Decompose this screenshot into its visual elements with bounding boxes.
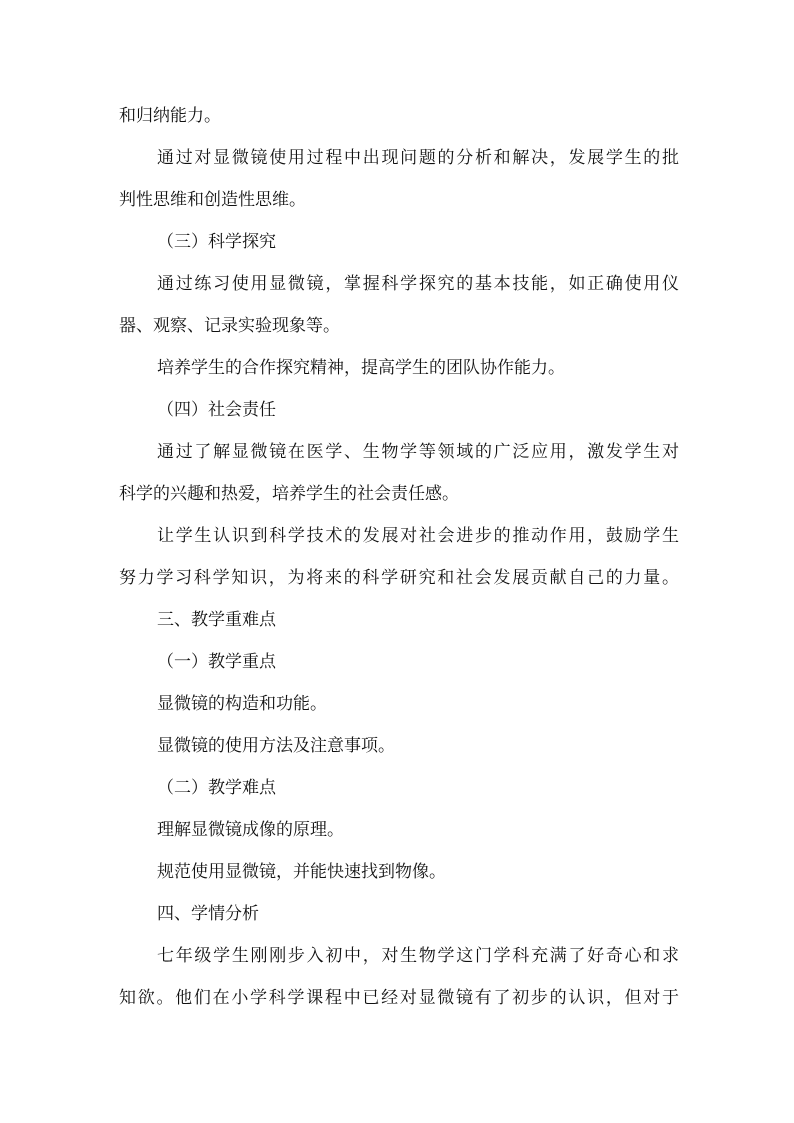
- list-item-usage: 显微镜的使用方法及注意事项。: [157, 736, 395, 756]
- list-item-imaging-principle: 理解显微镜成像的原理。: [157, 820, 344, 840]
- section-heading-key-difficulties: 三、教学重难点: [157, 610, 276, 630]
- paragraph-science-progress: 让学生认识到科学技术的发展对社会进步的推动作用，鼓励学生: [157, 526, 679, 546]
- paragraph-applications-cont: 科学的兴趣和热爱，培养学生的社会责任感。: [119, 484, 459, 504]
- paragraph-inquiry-skills: 通过练习使用显微镜，掌握科学探究的基本技能，如正确使用仪: [157, 274, 679, 294]
- section-heading-student-analysis: 四、学情分析: [157, 904, 259, 924]
- paragraph-continuation: 和归纳能力。: [119, 106, 221, 126]
- paragraph-critical-thinking: 通过对显微镜使用过程中出现问题的分析和解决，发展学生的批: [157, 148, 679, 168]
- paragraph-applications: 通过了解显微镜在医学、生物学等领域的广泛应用，激发学生对: [157, 442, 679, 462]
- section-heading-science-inquiry: （三）科学探究: [157, 232, 276, 252]
- list-item-find-image: 规范使用显微镜，并能快速找到物像。: [157, 862, 446, 882]
- subsection-heading-key-points: （一）教学重点: [157, 652, 276, 672]
- section-heading-social-responsibility: （四）社会责任: [157, 400, 276, 420]
- paragraph-teamwork: 培养学生的合作探究精神，提高学生的团队协作能力。: [157, 358, 565, 378]
- paragraph-student-analysis: 七年级学生刚刚步入初中，对生物学这门学科充满了好奇心和求: [157, 946, 679, 966]
- paragraph-inquiry-skills-cont: 器、观察、记录实验现象等。: [119, 316, 340, 336]
- subsection-heading-difficulties: （二）教学难点: [157, 778, 276, 798]
- list-item-structure: 显微镜的构造和功能。: [157, 694, 327, 714]
- paragraph-student-analysis-cont: 知欲。他们在小学科学课程中已经对显微镜有了初步的认识，但对于: [119, 988, 679, 1008]
- paragraph-science-progress-cont: 努力学习科学知识，为将来的科学研究和社会发展贡献自己的力量。: [119, 568, 679, 588]
- paragraph-critical-thinking-cont: 判性思维和创造性思维。: [119, 190, 306, 210]
